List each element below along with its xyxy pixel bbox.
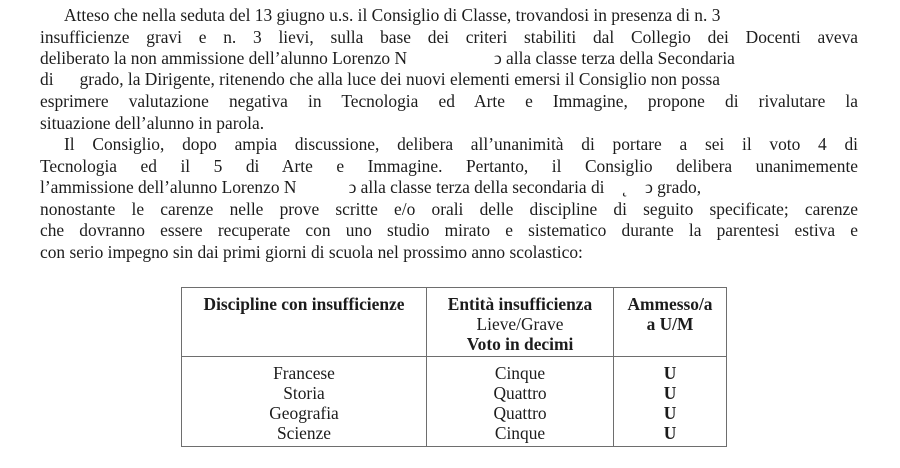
table-header-row [182,288,727,357]
grade-cell: Quattro [427,403,614,423]
subject-cell: Storia [182,383,427,403]
paragraph-line: nonostante le carenze nelle prove scritte e/o orali delle discipline di seguito specificate; carenze [40,199,858,219]
paragraph-line: Tecnologia ed il 5 di Arte e Immagine. Pertanto, il Consiglio delibera unanimemente [40,156,858,176]
subject-cell: Geografia [182,403,427,423]
header-disciplines [182,288,427,357]
grade-cell: Quattro [427,383,614,403]
paragraph-line: situazione dell’alunno in parola. [40,113,265,133]
paragraph-line: con serio impegno sin dai primi giorni di scuola nel prossimo anno scolastico: [40,242,583,262]
header-admitted [614,288,727,357]
table-row [182,357,727,384]
grade-cell: Cinque [427,357,614,384]
table-row [182,383,727,403]
admitted-cell: U [614,423,727,447]
table-row [182,423,727,447]
subject-cell: Scienze [182,423,427,447]
header-entity-sub: Lieve/Grave [476,314,564,334]
paragraph-line: che dovranno essere recuperate con uno studio mirato e sistematico durante la parentesi estiva e [40,220,858,240]
paragraph-line: insufficienze gravi e n. 3 lievi, sulla base dei criteri stabiliti dal Collegio dei Docenti aveva [40,27,858,47]
paragraph-line: esprimere valutazione negativa in Tecnologia ed Arte e Immagine, propone di rivalutare la [40,91,858,111]
subject-cell: Francese [182,357,427,384]
header-entity [427,288,614,357]
paragraph-line: deliberato la non ammissione dell’alunno Lorenzo N ↄ alla classe terza della Secondaria [40,48,735,68]
paragraph-line: Il Consiglio, dopo ampia discussione, delibera all’unanimità di portare a sei il voto 4 di [64,134,858,154]
paragraph-line: Atteso che nella seduta del 13 giugno u.s. il Consiglio di Classe, trovandosi in presenza di n. 3 [64,5,721,25]
header-admitted-label: Ammesso/a [627,294,713,314]
header-entity-label: Entità insufficienza [447,294,593,314]
admitted-cell: U [614,357,727,384]
insufficiency-table [181,287,727,447]
grade-cell: Cinque [427,423,614,447]
table-row [182,403,727,423]
header-disciplines-label: Discipline con insufficienze [203,294,405,314]
paragraph-line: di grado, la Dirigente, ritenendo che alla luce dei nuovi elementi emersi il Consiglio non possa [40,69,720,89]
header-admitted-sub: a U/M [646,314,694,334]
header-entity-vote: Voto in decimi [466,334,574,354]
admitted-cell: U [614,383,727,403]
paragraph-line: l’ammissione dell’alunno Lorenzo N ↄ alla classe terza della secondaria di ˛ ↄ grado, [40,177,702,197]
admitted-cell: U [614,403,727,423]
